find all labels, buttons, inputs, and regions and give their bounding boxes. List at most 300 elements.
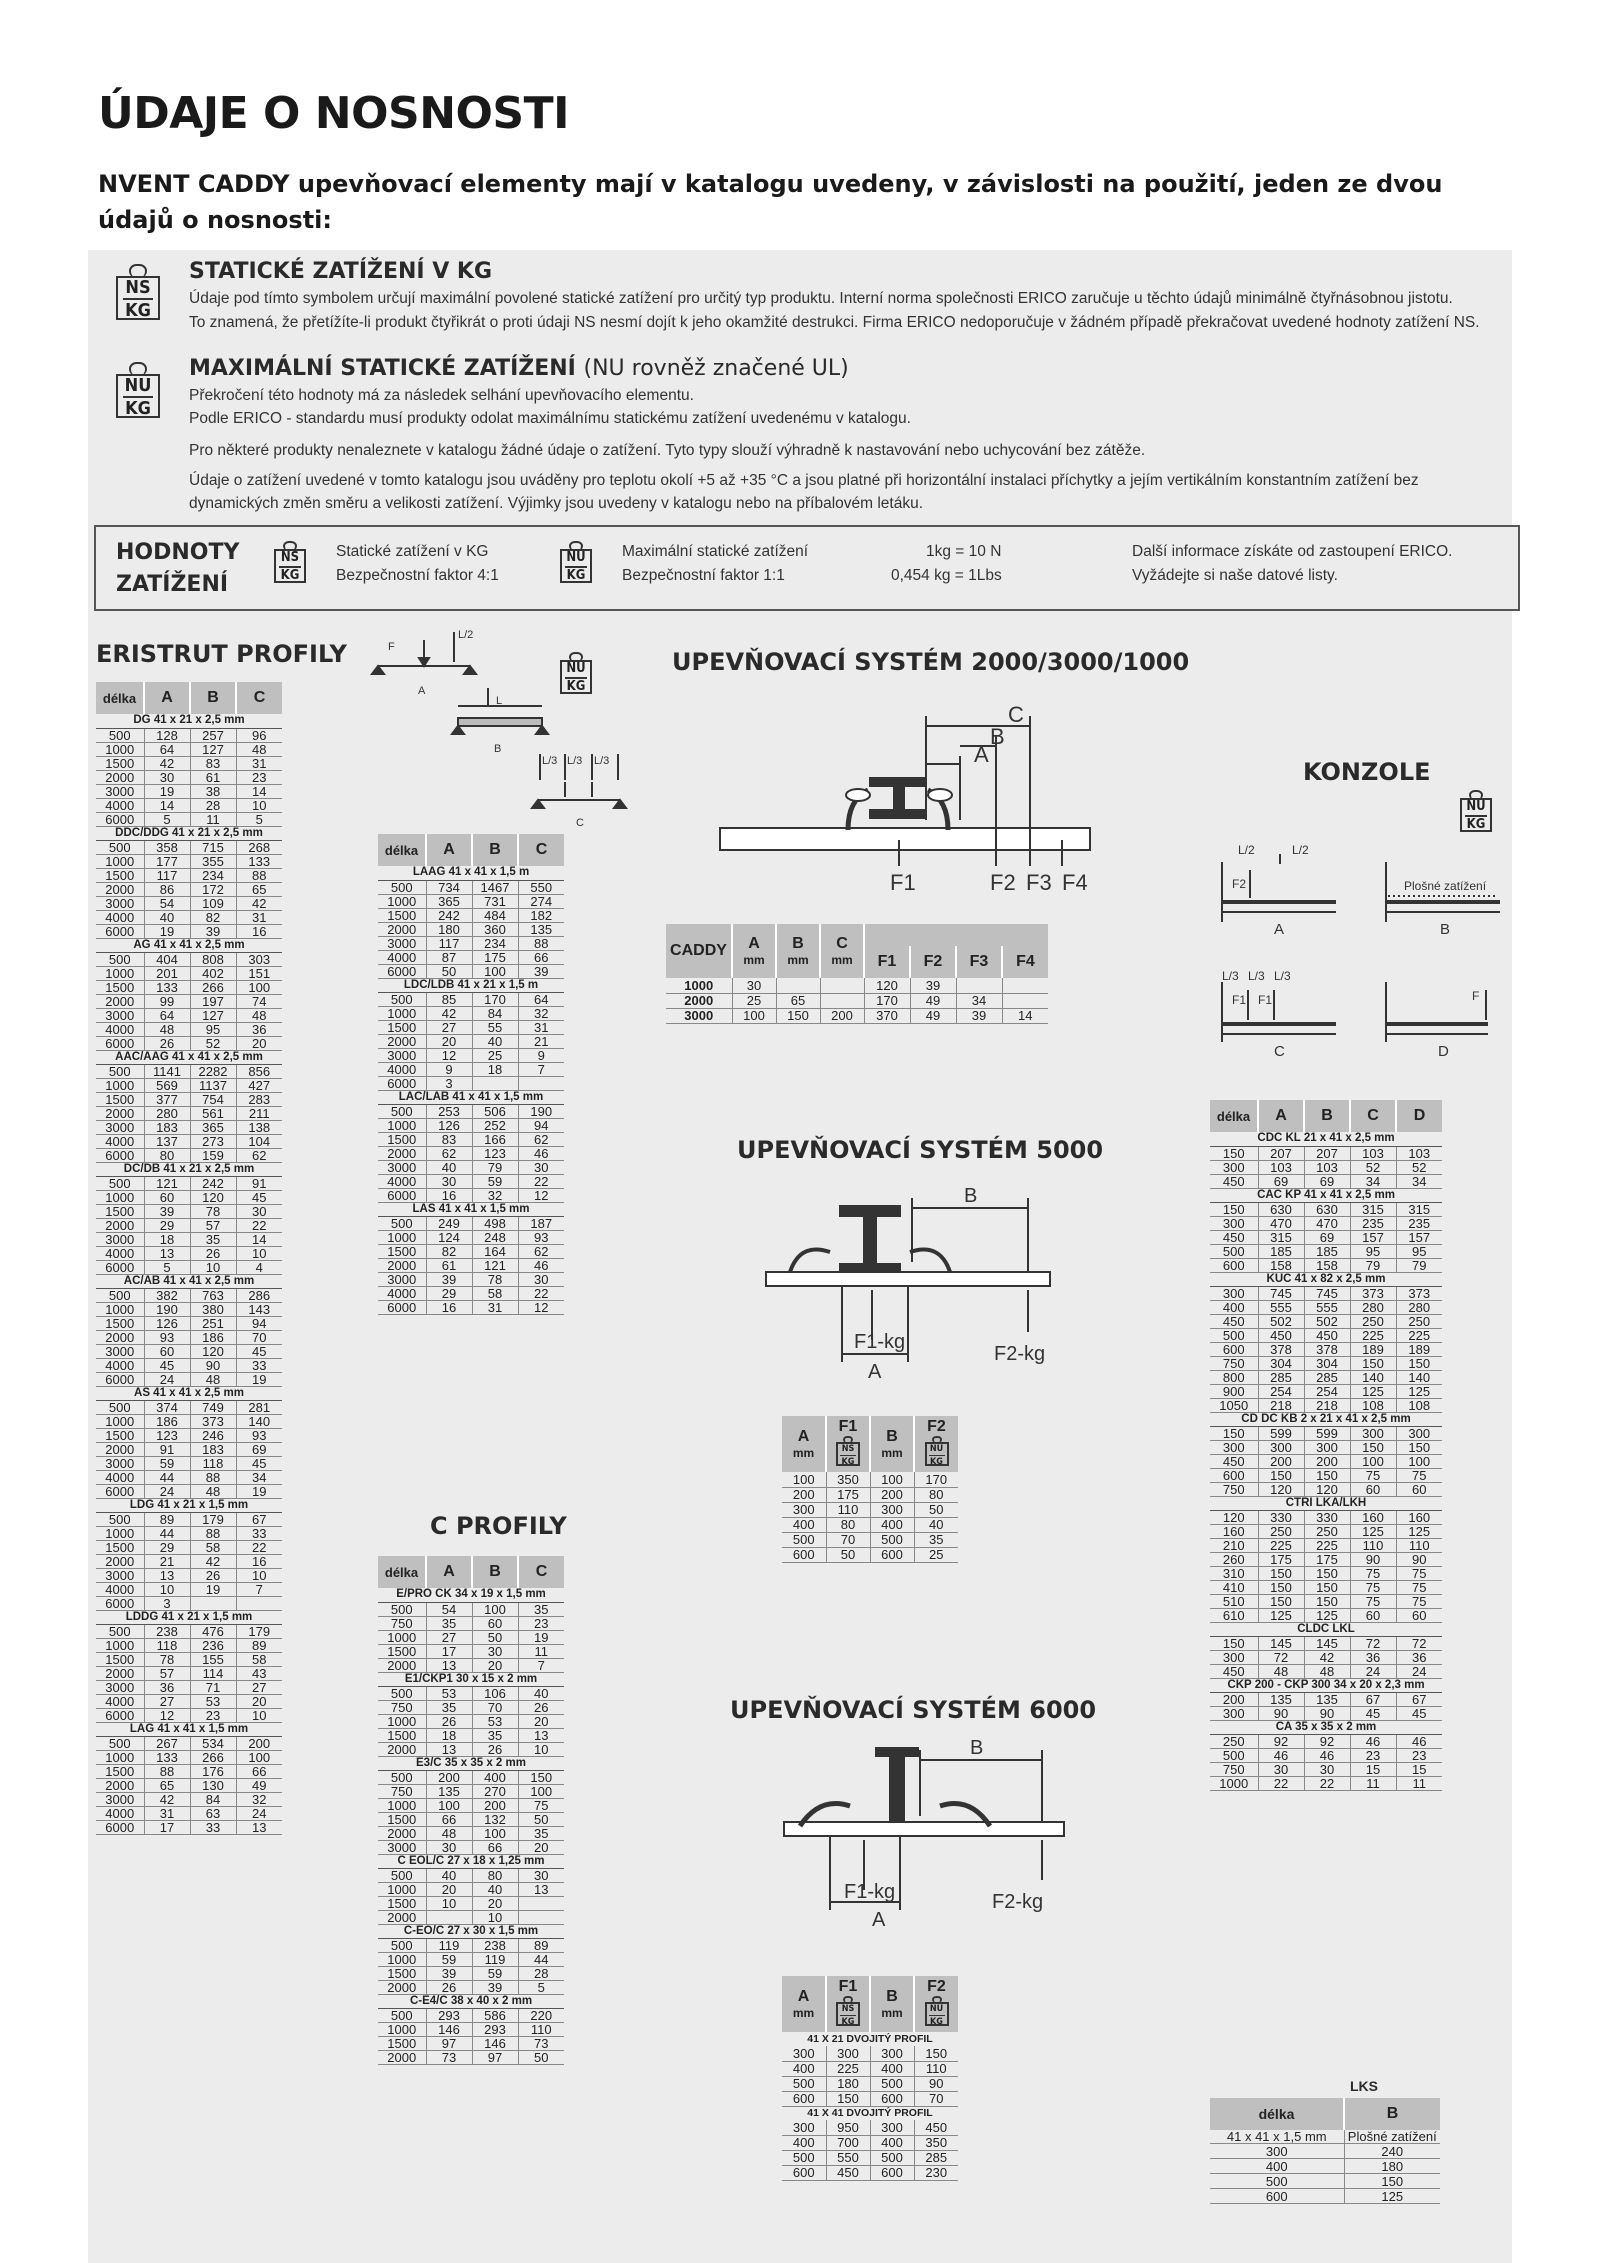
table-row bbox=[96, 1428, 282, 1442]
table-cell: 3000 bbox=[96, 1232, 144, 1246]
table-cell: 40 bbox=[144, 910, 190, 924]
table-cell: 39 bbox=[144, 1204, 190, 1218]
table-cell: 808 bbox=[190, 952, 236, 966]
table-cell: 92 bbox=[1258, 1734, 1304, 1748]
table-row bbox=[378, 1188, 564, 1202]
table-cell: 125 bbox=[1304, 1608, 1350, 1622]
table-cell: 35 bbox=[518, 1602, 564, 1616]
table-cell: 88 bbox=[144, 1764, 190, 1778]
table-row bbox=[378, 950, 564, 964]
table-cell: 89 bbox=[518, 1938, 564, 1952]
table-cell: 91 bbox=[236, 1176, 282, 1190]
table-cell: 5 bbox=[144, 1260, 190, 1274]
table-cell: 1500 bbox=[96, 1428, 144, 1442]
table-cell: 87 bbox=[426, 950, 472, 964]
table-cell: 39 bbox=[910, 978, 956, 993]
force-label: F bbox=[388, 641, 395, 653]
table-cell: 249 bbox=[426, 1216, 472, 1230]
table-cell: Plošné zatížení bbox=[1344, 2130, 1440, 2144]
table-cell: 22 bbox=[1258, 1776, 1304, 1790]
table-cell: 155 bbox=[190, 1652, 236, 1666]
load-icon: NU KG bbox=[925, 1996, 949, 2026]
group-header: 41 X 41 DVOJITÝ PROFIL bbox=[807, 2106, 933, 2119]
table-cell: 135 bbox=[518, 922, 564, 936]
table-cell: 225 bbox=[1396, 1328, 1442, 1342]
table-cell: 250 bbox=[1304, 1524, 1350, 1538]
table-cell: 54 bbox=[144, 896, 190, 910]
table-cell: 75 bbox=[518, 1798, 564, 1812]
table-cell: 3 bbox=[426, 1076, 472, 1090]
table-cell: 1000 bbox=[96, 1302, 144, 1316]
table-cell: 36 bbox=[144, 1680, 190, 1694]
table-cell: 745 bbox=[1304, 1286, 1350, 1300]
system-6000-diagram bbox=[780, 1730, 1080, 1930]
table-cell: 103 bbox=[1350, 1146, 1396, 1160]
column-header: A mm bbox=[782, 1416, 826, 1472]
table-cell: 750 bbox=[378, 1616, 426, 1630]
table-cell: 373 bbox=[190, 1414, 236, 1428]
table-cell: 150 bbox=[1304, 1594, 1350, 1608]
table-row bbox=[782, 2046, 958, 2061]
table-row bbox=[96, 1330, 282, 1344]
table-cell: 254 bbox=[1304, 1384, 1350, 1398]
table-cell: 13 bbox=[426, 1658, 472, 1672]
table-cell: 1000 bbox=[96, 966, 144, 980]
half-length-label: L/2 bbox=[1238, 843, 1255, 857]
table-row bbox=[782, 1547, 958, 1562]
table-cell: 18 bbox=[144, 1232, 190, 1246]
table-cell: 50 bbox=[472, 1630, 518, 1644]
table-cell: 48 bbox=[236, 742, 282, 756]
table-cell bbox=[426, 1910, 472, 1924]
table-cell: 49 bbox=[910, 1008, 956, 1023]
table-cell: 12 bbox=[518, 1300, 564, 1314]
table-cell: 500 bbox=[96, 840, 144, 854]
table-cell bbox=[190, 1596, 236, 1610]
table-cell: 404 bbox=[144, 952, 190, 966]
table-cell: 90 bbox=[914, 2076, 958, 2091]
table-row bbox=[96, 1484, 282, 1498]
column-header: D bbox=[1396, 1100, 1442, 1132]
table-cell: 150 bbox=[1210, 1636, 1258, 1650]
table-cell: 12 bbox=[518, 1188, 564, 1202]
table-cell: 1500 bbox=[96, 1652, 144, 1666]
table-row bbox=[378, 1230, 564, 1244]
nu-desc-1: Maximální statické zatížení bbox=[622, 543, 809, 560]
d-label: D bbox=[1438, 1043, 1449, 1060]
table-cell: 500 bbox=[1210, 1748, 1258, 1762]
table-cell: 26 bbox=[426, 1980, 472, 1994]
table-cell: 82 bbox=[426, 1244, 472, 1258]
table-cell: 5 bbox=[518, 1980, 564, 1994]
table-cell: 59 bbox=[144, 1456, 190, 1470]
table-cell: 190 bbox=[518, 1104, 564, 1118]
column-header: F2 NU KG bbox=[914, 1416, 958, 1472]
table-cell: 350 bbox=[826, 1472, 870, 1487]
table-cell: 124 bbox=[426, 1230, 472, 1244]
table-row bbox=[378, 2008, 564, 2022]
table-cell: 39 bbox=[956, 1008, 1002, 1023]
table-cell: 251 bbox=[190, 1316, 236, 1330]
table-cell: 300 bbox=[1396, 1426, 1442, 1440]
table-cell: 630 bbox=[1258, 1202, 1304, 1216]
table-cell: 11 bbox=[190, 812, 236, 826]
table-cell: 140 bbox=[1396, 1370, 1442, 1384]
table-row bbox=[782, 1487, 958, 1502]
table-cell: 74 bbox=[236, 994, 282, 1008]
maximal-text-1: Překročení této hodnoty má za následek selhání upevňovacího elementu. bbox=[189, 387, 694, 404]
table-cell: 4000 bbox=[96, 1470, 144, 1484]
table-cell: 189 bbox=[1350, 1342, 1396, 1356]
table-cell: 1000 bbox=[378, 1798, 426, 1812]
table-cell: 35 bbox=[472, 1728, 518, 1742]
table-cell: 6000 bbox=[96, 812, 144, 826]
static-text-2: To znamená, že přetížíte-li produkt čtyřikrát o proti údaji NS nesmí dojít k jeho okamžité destrukci. Firma ERICO nedoporučuje v žádném případě překračovat uvedené hodnoty zatížení NS. bbox=[189, 314, 1480, 331]
table-row bbox=[1210, 1482, 1442, 1496]
table-cell: 34 bbox=[956, 993, 1002, 1008]
table-cell: 19 bbox=[236, 1372, 282, 1386]
table-cell: 27 bbox=[426, 1630, 472, 1644]
table-cell: 450 bbox=[1210, 1454, 1258, 1468]
table-cell: 30 bbox=[1304, 1762, 1350, 1776]
table-cell: 59 bbox=[472, 1174, 518, 1188]
table-cell: 128 bbox=[144, 728, 190, 742]
maximal-heading: MAXIMÁLNÍ STATICKÉ ZATÍŽENÍ (NU rovněž značené UL) bbox=[189, 356, 849, 381]
nu-desc-2: Bezpečnostní faktor 1:1 bbox=[622, 567, 785, 584]
table-row bbox=[1210, 1244, 1442, 1258]
table-cell: 69 bbox=[1258, 1174, 1304, 1188]
group-header: LAG 41 x 41 x 1,5 mm bbox=[96, 1722, 282, 1736]
table-cell: 3000 bbox=[96, 1568, 144, 1582]
table-cell: 242 bbox=[190, 1176, 236, 1190]
table-cell: 17 bbox=[426, 1644, 472, 1658]
table-cell: 7 bbox=[518, 1658, 564, 1672]
table-cell: 500 bbox=[378, 880, 426, 894]
table-cell: 119 bbox=[426, 1938, 472, 1952]
table-cell: 133 bbox=[236, 854, 282, 868]
table-cell: 2000 bbox=[378, 2050, 426, 2064]
table-cell: 34 bbox=[236, 1470, 282, 1484]
group-header: CLDC LKL bbox=[1210, 1622, 1442, 1636]
table-cell: 73 bbox=[426, 2050, 472, 2064]
table-row bbox=[1210, 1748, 1442, 1762]
table-row bbox=[666, 1008, 1048, 1023]
table-row bbox=[378, 1174, 564, 1188]
table-cell: 50 bbox=[518, 2050, 564, 2064]
table-cell: 33 bbox=[236, 1358, 282, 1372]
table-cell: 1500 bbox=[96, 1204, 144, 1218]
table-cell: 200 bbox=[472, 1798, 518, 1812]
table-cell: 75 bbox=[1396, 1594, 1442, 1608]
table-row bbox=[96, 1120, 282, 1134]
table-cell: 160 bbox=[1350, 1510, 1396, 1524]
table-cell: 159 bbox=[190, 1148, 236, 1162]
table-cell: 66 bbox=[236, 1764, 282, 1778]
table-row bbox=[96, 1624, 282, 1638]
table-cell: 61 bbox=[426, 1258, 472, 1272]
table-cell: 450 bbox=[1210, 1314, 1258, 1328]
table-cell: 30 bbox=[426, 1174, 472, 1188]
table-cell: 4000 bbox=[96, 1582, 144, 1596]
table-cell: 3000 bbox=[96, 1344, 144, 1358]
table-cell: 2000 bbox=[96, 882, 144, 896]
table-row bbox=[1210, 2174, 1440, 2189]
b-label: B bbox=[990, 724, 1005, 749]
table-row bbox=[96, 1792, 282, 1806]
table-cell: 108 bbox=[1396, 1398, 1442, 1412]
table-row bbox=[1210, 2130, 1440, 2144]
table-cell bbox=[518, 1896, 564, 1910]
table-cell: 3000 bbox=[96, 784, 144, 798]
table-row bbox=[1210, 1706, 1442, 1720]
table-row bbox=[378, 1952, 564, 1966]
f2-label: F2 bbox=[1232, 877, 1247, 891]
table-cell: 373 bbox=[1350, 1286, 1396, 1300]
f1-label: F1 bbox=[890, 870, 916, 895]
table-cell: 1500 bbox=[378, 1728, 426, 1742]
table-cell: 400 bbox=[472, 1770, 518, 1784]
length-label: L bbox=[496, 695, 503, 707]
table-row bbox=[378, 1048, 564, 1062]
table-row bbox=[1210, 1258, 1442, 1272]
table-cell: 72 bbox=[1350, 1636, 1396, 1650]
ns-desc-1: Statické zatížení v KG bbox=[336, 543, 489, 560]
table-row bbox=[96, 1092, 282, 1106]
table-cell: 450 bbox=[826, 2165, 870, 2180]
table-cell: 254 bbox=[1258, 1384, 1304, 1398]
column-header: A bbox=[1258, 1100, 1304, 1132]
table-cell: 150 bbox=[1344, 2174, 1440, 2189]
table-row bbox=[96, 1232, 282, 1246]
table-row bbox=[1210, 1202, 1442, 1216]
table-row bbox=[96, 1190, 282, 1204]
table-cell: 70 bbox=[914, 2091, 958, 2106]
column-header: délka bbox=[378, 834, 426, 866]
table-row bbox=[782, 2120, 958, 2135]
table-cell: 750 bbox=[378, 1784, 426, 1798]
table-row bbox=[378, 1798, 564, 1812]
table-cell: 123 bbox=[472, 1146, 518, 1160]
table-cell: 500 bbox=[378, 1686, 426, 1700]
table-cell: 100 bbox=[472, 1602, 518, 1616]
table-cell: 4 bbox=[236, 1260, 282, 1274]
table-cell: 300 bbox=[782, 2120, 826, 2135]
table-cell: 21 bbox=[144, 1554, 190, 1568]
table-cell: 18 bbox=[472, 1062, 518, 1076]
table-row bbox=[378, 1896, 564, 1910]
table-cell: 400 bbox=[782, 1517, 826, 1532]
table-cell: 6000 bbox=[378, 1300, 426, 1314]
table-cell: 1500 bbox=[378, 1812, 426, 1826]
table-cell: 48 bbox=[1304, 1664, 1350, 1678]
table-cell: 281 bbox=[236, 1400, 282, 1414]
table-row bbox=[96, 1400, 282, 1414]
table-cell: 24 bbox=[1350, 1664, 1396, 1678]
eristrut-heading: ERISTRUT PROFILY bbox=[96, 640, 347, 668]
table-cell: 30 bbox=[518, 1272, 564, 1286]
table-cell: 42 bbox=[1304, 1650, 1350, 1664]
table-cell: 600 bbox=[870, 2165, 914, 2180]
table-cell: 80 bbox=[144, 1148, 190, 1162]
table-cell: 45 bbox=[236, 1344, 282, 1358]
table-cell: 300 bbox=[1210, 1160, 1258, 1174]
maximal-text-2: Podle ERICO - standardu musí produkty odolat maximálnímu statickému zatížení uvedenému v katalogu. bbox=[189, 410, 911, 427]
table-cell: 19 bbox=[518, 1630, 564, 1644]
table-cell: 360 bbox=[472, 922, 518, 936]
table-cell: 62 bbox=[518, 1244, 564, 1258]
table-cell: 550 bbox=[518, 880, 564, 894]
table-cell: 93 bbox=[144, 1330, 190, 1344]
table-cell: 285 bbox=[914, 2150, 958, 2165]
table-row bbox=[96, 1568, 282, 1582]
table-cell: 1500 bbox=[96, 756, 144, 770]
table-cell: 15 bbox=[1350, 1762, 1396, 1776]
load-icon: NU KG bbox=[925, 1436, 949, 1466]
group-header: AS 41 x 41 x 2,5 mm bbox=[96, 1386, 282, 1400]
table-row bbox=[378, 1300, 564, 1314]
table-cell: 84 bbox=[472, 1006, 518, 1020]
table-cell: 66 bbox=[518, 950, 564, 964]
table-cell: 109 bbox=[190, 896, 236, 910]
table-cell: 80 bbox=[472, 1868, 518, 1882]
table-row bbox=[378, 2036, 564, 2050]
table-cell: 42 bbox=[426, 1006, 472, 1020]
table-cell: 599 bbox=[1304, 1426, 1350, 1440]
table-cell: 180 bbox=[1344, 2159, 1440, 2174]
table-cell: 133 bbox=[144, 1750, 190, 1764]
table-cell: 100 bbox=[518, 1784, 564, 1798]
f1-kg-label: F1-kg bbox=[854, 1331, 906, 1353]
table-cell: 75 bbox=[1396, 1468, 1442, 1482]
f4-label: F4 bbox=[1062, 870, 1088, 895]
page-title: ÚDAJE O NOSNOSTI bbox=[98, 88, 569, 139]
table-cell: 300 bbox=[1210, 1706, 1258, 1720]
table-cell: 95 bbox=[190, 1022, 236, 1036]
table-cell: 103 bbox=[1304, 1160, 1350, 1174]
table-cell: 950 bbox=[826, 2120, 870, 2135]
table-row bbox=[378, 1118, 564, 1132]
table-cell: 1000 bbox=[96, 1638, 144, 1652]
table-cell: 58 bbox=[190, 1540, 236, 1554]
f-label: F bbox=[1472, 989, 1480, 1003]
table-cell: 4000 bbox=[96, 1358, 144, 1372]
table-cell: 125 bbox=[1350, 1524, 1396, 1538]
table-cell: 6000 bbox=[378, 1188, 426, 1202]
table-cell: 355 bbox=[190, 854, 236, 868]
column-header: B mm bbox=[870, 1416, 914, 1472]
table-cell: 402 bbox=[190, 966, 236, 980]
table-cell: 150 bbox=[1258, 1594, 1304, 1608]
table-cell: 10 bbox=[472, 1910, 518, 1924]
table-cell: 86 bbox=[144, 882, 190, 896]
table-cell: 2000 bbox=[96, 1106, 144, 1120]
table-cell: 4000 bbox=[378, 950, 426, 964]
table-cell: 29 bbox=[144, 1218, 190, 1232]
table-cell: 45 bbox=[1396, 1706, 1442, 1720]
table-cell: 52 bbox=[1396, 1160, 1442, 1174]
table-row bbox=[96, 1526, 282, 1540]
table-cell: 10 bbox=[426, 1896, 472, 1910]
group-header: CDC KL 21 x 41 x 2,5 mm bbox=[1210, 1132, 1442, 1146]
table-cell: 749 bbox=[190, 1400, 236, 1414]
table-cell: 234 bbox=[472, 936, 518, 950]
table-cell: 500 bbox=[378, 2008, 426, 2022]
table-cell: 90 bbox=[1304, 1706, 1350, 1720]
table-cell: 24 bbox=[144, 1372, 190, 1386]
group-header: 41 X 21 DVOJITÝ PROFIL bbox=[807, 2032, 933, 2045]
table-cell: 33 bbox=[236, 1526, 282, 1540]
table-cell: 175 bbox=[1258, 1552, 1304, 1566]
table-cell: 60 bbox=[144, 1190, 190, 1204]
column-header: C bbox=[236, 682, 282, 714]
table-cell: 110 bbox=[1396, 1538, 1442, 1552]
table-row bbox=[378, 1006, 564, 1020]
table-cell: 117 bbox=[426, 936, 472, 950]
table-row bbox=[96, 1470, 282, 1484]
table-cell: 6000 bbox=[96, 1260, 144, 1274]
table-cell: 500 bbox=[96, 728, 144, 742]
table-cell: 45 bbox=[236, 1190, 282, 1204]
table-cell: 31 bbox=[518, 1020, 564, 1034]
column-header: A bbox=[426, 834, 472, 866]
table-cell: 1000 bbox=[378, 1882, 426, 1896]
table-cell: 6000 bbox=[96, 1820, 144, 1834]
system-5000-heading: UPEVŇOVACÍ SYSTÉM 5000 bbox=[737, 1136, 1104, 1164]
table-cell: 24 bbox=[1396, 1664, 1442, 1678]
table-cell: 150 bbox=[1258, 1468, 1304, 1482]
table-row bbox=[378, 1910, 564, 1924]
table-cell: 145 bbox=[1258, 1636, 1304, 1650]
table-cell: 358 bbox=[144, 840, 190, 854]
table-cell: 38 bbox=[190, 784, 236, 798]
table-row bbox=[1210, 2144, 1440, 2159]
table-cell: 3000 bbox=[96, 1120, 144, 1134]
table-row bbox=[96, 868, 282, 882]
table-cell: 484 bbox=[472, 908, 518, 922]
system-5000-diagram bbox=[760, 1172, 1060, 1392]
table-cell: 4000 bbox=[96, 1806, 144, 1820]
table-cell: 66 bbox=[472, 1840, 518, 1854]
table-cell: 700 bbox=[826, 2135, 870, 2150]
table-row bbox=[96, 1708, 282, 1722]
table-cell: 110 bbox=[826, 1502, 870, 1517]
table-cell: 23 bbox=[236, 770, 282, 784]
table-cell: 236 bbox=[190, 1638, 236, 1652]
third-length-label: L/3 bbox=[567, 755, 583, 767]
table-row bbox=[782, 1472, 958, 1487]
table-row bbox=[1210, 2159, 1440, 2174]
table-cell: 13 bbox=[144, 1246, 190, 1260]
table-cell: 95 bbox=[1396, 1244, 1442, 1258]
system-2000-heading: UPEVŇOVACÍ SYSTÉM 2000/3000/1000 bbox=[672, 648, 1190, 676]
table-row bbox=[96, 1806, 282, 1820]
table-cell: 500 bbox=[378, 1602, 426, 1616]
table-cell: 211 bbox=[236, 1106, 282, 1120]
table-row bbox=[96, 1596, 282, 1610]
group-header: LAAG 41 x 41 x 1,5 m bbox=[378, 866, 564, 880]
column-header: délka bbox=[378, 1556, 426, 1588]
table-row bbox=[96, 1064, 282, 1078]
table-cell: 1500 bbox=[96, 1316, 144, 1330]
table-cell: 36 bbox=[1396, 1650, 1442, 1664]
a-label: A bbox=[974, 742, 989, 767]
table-cell: 44 bbox=[518, 1952, 564, 1966]
table-cell: 31 bbox=[236, 910, 282, 924]
table-cell: 274 bbox=[518, 894, 564, 908]
table-cell: 100 bbox=[472, 1826, 518, 1840]
table-cell: 151 bbox=[236, 966, 282, 980]
table-row bbox=[96, 1246, 282, 1260]
